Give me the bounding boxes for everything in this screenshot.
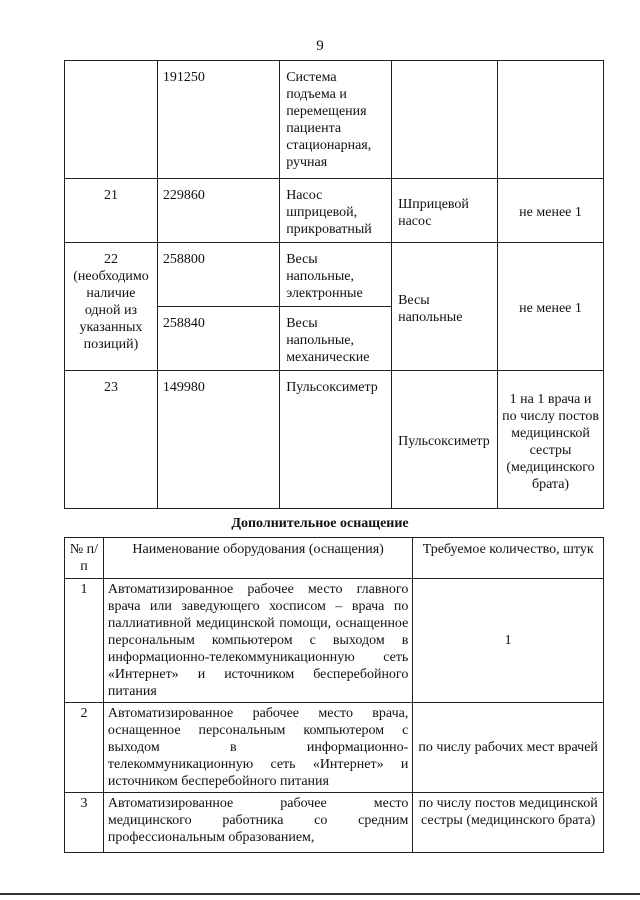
description-cell: Автоматизированное рабочее место медицинского работника со средним профессиональным образованием, (103, 793, 412, 853)
table-row (65, 61, 604, 179)
quantity-cell (498, 61, 604, 179)
type-cell: Весы напольные (392, 243, 498, 371)
row-number-cell (65, 61, 158, 179)
quantity-cell: по числу рабочих мест врачей (413, 703, 604, 793)
type-cell: Шприцевой насос (392, 179, 498, 243)
description-cell: Автоматизированное рабочее место врача, оснащенное персональным компьютером с выходом в информационно-телекоммуникационную сеть «Интернет» и источником бесперебойного питания (103, 703, 412, 793)
row-number-cell: 3 (65, 793, 104, 853)
table-row (65, 371, 604, 509)
column-header-name: Наименование оборудования (оснащения) (103, 538, 412, 579)
code-cell: 149980 (157, 371, 279, 509)
quantity-cell: не менее 1 (498, 243, 604, 371)
row-number-cell: 23 (65, 371, 158, 509)
table-row (65, 243, 604, 307)
table-row (65, 703, 604, 793)
table-row (65, 579, 604, 703)
row-number-cell: 1 (65, 579, 104, 703)
name-cell: Весы напольные, электронные (280, 243, 392, 307)
quantity-cell: 1 (413, 579, 604, 703)
description-cell: Автоматизированное рабочее место главного врача или заведующего хосписом – врача по паллиативной медицинской помощи, оснащенное персональным компьютером с выходом в информационно-телекоммуникационную сеть «Интернет» и источником бесперебойного питания (103, 579, 412, 703)
quantity-cell: 1 на 1 врача и по числу постов медицинской сестры (медицинского брата) (498, 371, 604, 509)
name-cell: Система подъема и перемещения пациента стационарная, ручная (280, 61, 392, 179)
row-number-cell: 21 (65, 179, 158, 243)
page-number: 9 (316, 38, 324, 54)
quantity-cell: по числу постов медицинской сестры (медицинского брата) (413, 793, 604, 853)
table-header-row (65, 538, 604, 579)
column-header-quantity: Требуемое количество, штук (413, 538, 604, 579)
name-cell: Пульсоксиметр (280, 371, 392, 509)
code-cell: 258840 (157, 307, 279, 371)
quantity-cell: не менее 1 (498, 179, 604, 243)
table-row (65, 793, 604, 853)
row-number-cell: 2 (65, 703, 104, 793)
code-cell: 229860 (157, 179, 279, 243)
row-number-cell: 22 (необходимо наличие одной из указанных позиций) (65, 243, 158, 371)
code-cell: 258800 (157, 243, 279, 307)
section-title: Дополнительное оснащение (231, 516, 409, 531)
name-cell: Весы напольные, механические (280, 307, 392, 371)
equipment-table (64, 60, 604, 509)
type-cell (392, 61, 498, 179)
page-edge-line (0, 893, 640, 895)
name-cell: Насос шприцевой, прикроватный (280, 179, 392, 243)
code-cell: 191250 (157, 61, 279, 179)
type-cell: Пульсоксиметр (392, 371, 498, 509)
additional-equipment-table (64, 537, 604, 853)
column-header-number: № п/п (65, 538, 104, 579)
table-row (65, 179, 604, 243)
